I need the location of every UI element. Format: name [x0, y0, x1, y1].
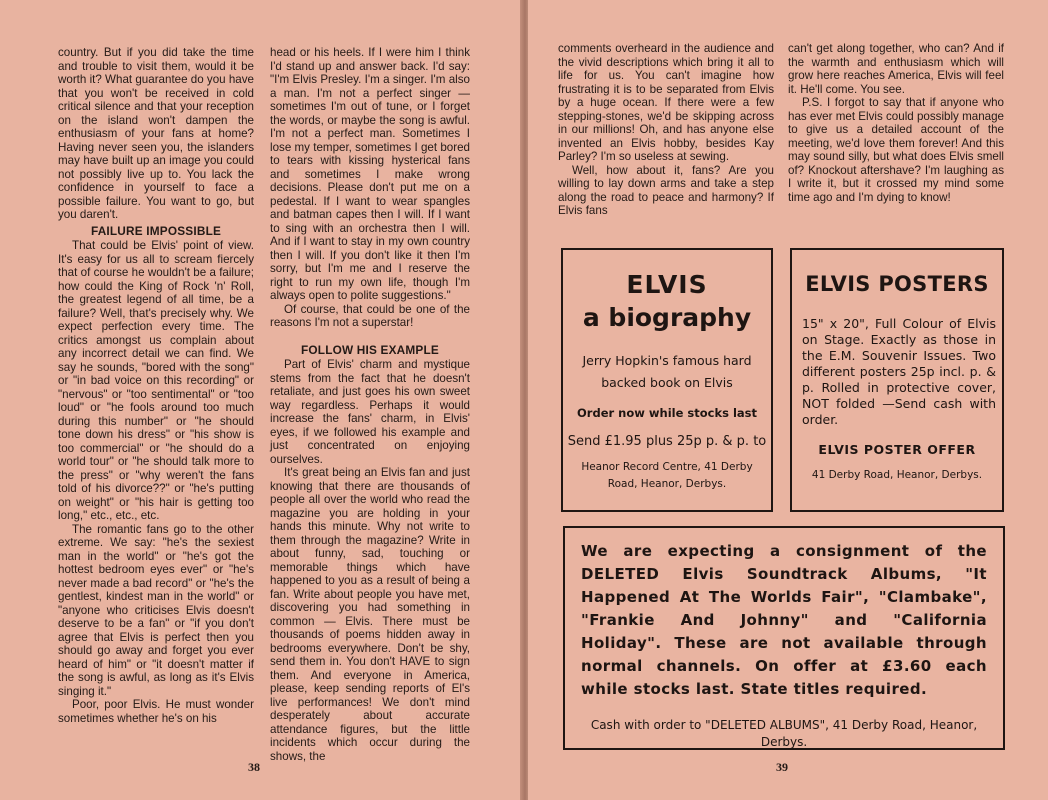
- ad-title: ELVIS POSTERS: [805, 272, 989, 296]
- page-number-right: 39: [776, 760, 788, 774]
- ad-address: 41 Derby Road, Heanor, Derbys.: [811, 469, 983, 481]
- right-column-2: [788, 42, 1004, 204]
- paragraph: Poor, poor Elvis. He must wonder sometimes whether he's on his: [58, 698, 254, 725]
- subheading-failure-impossible: FAILURE IMPOSSIBLE: [90, 223, 222, 238]
- ad-offer-line: ELVIS POSTER OFFER: [818, 442, 976, 457]
- paragraph: head or his heels. If I were him I think I'd stand up and answer back. I'd say: "I'm Elvis Presley. I'm a singer. I'm also a man. I'm not a perfect singer — sometimes I'm out of tune, or I forget the words, or maybe the song is awful. I'm not a perfect man. Sometimes I lose my temper, sometimes I get bored to tears with kissing hysterical fans and sometimes I make wrong decisions. Please don't put me on a pedestal. If I want to wear spangles and batman capes then I will. If I want to sing with an orchestra then I will. And if I want to stay in my own country then I will. If you don't like it then I'm sorry, but I'm me and I reserve the right to run my own life, though I'm always open to polite suggestions.": [270, 46, 470, 302]
- ad-order-line: Order now while stocks last: [577, 406, 757, 420]
- page-number-left: 38: [248, 760, 260, 774]
- ad-main-text: We are expecting a consignment of the DELETED Elvis Soundtrack Albums, "It Happened At The Worlds Fair", "Clambake", "Frankie And Johnny" and "California Holiday". These are not available through normal channels. On offer at £3.60 each while stocks last. State titles required.: [581, 542, 987, 698]
- paragraph: Of course, that could be one of the reasons I'm not a superstar!: [270, 302, 470, 329]
- left-column-2: [270, 46, 470, 763]
- ad-subtitle: a biography: [582, 303, 752, 332]
- ad-elvis-posters: [790, 248, 1004, 512]
- ad-description: Jerry Hopkin's famous hard backed book on Elvis: [582, 353, 752, 390]
- paragraph: can't get along together, who can? And if the warmth and enthusiasm which will grow here reaches America, Elvis will feel it. He'll come. You see.: [788, 42, 1004, 96]
- paragraph: Well, how about it, fans? Are you willing to lay down arms and take a step along the road to peace and harmony? If Elvis fans: [558, 163, 774, 217]
- right-column-1: [558, 42, 774, 218]
- left-page: [0, 0, 522, 800]
- ad-address: Heanor Record Centre, 41 Derby Road, Heanor, Derbys.: [581, 461, 753, 490]
- ad-description: 15" x 20", Full Colour of Elvis on Stage. Exactly as those in the E.M. Souvenir Issues. Two different posters 25p incl. p. & p. Rolled in protective cover, NOT folded —Send cash with order.: [802, 316, 996, 427]
- ad-title: ELVIS: [626, 270, 708, 299]
- paragraph: It's great being an Elvis fan and just knowing that there are thousands of people all over the world who read the magazine you are holding in your hands this minute. Why not write to them through the magazine? Write in about funny, sad, touching or memorable things which have happened to you as a result of being a fan. Write about people you have met, discovering you had something in common — Elvis. There must be thousands of poems hidden away in bedrooms everywhere. Don't be shy, send them in. You don't HAVE to sign them. And everyone in America, please, keep sending reports of El's live performances! We don't mind desperately about accurate attendance figures, but the little incidents which occur during the shows, the: [270, 466, 470, 763]
- paragraph: Part of Elvis' charm and mystique stems from the fact that he doesn't retaliate, and just goes his own sweet way regardless. Perhaps it would increase the fans' charm, in Elvis' eyes, if we followed his example and just concentrated on enjoying ourselves.: [270, 358, 470, 466]
- paragraph: The romantic fans go to the other extreme. We say: "he's the sexiest man in the world" or "he's got the hottest bedroom eyes ever" or "he's never made a bad record" or "he's the gentlest, kindest man in the world" or "anyone who criticises Elvis doesn't deserve to be a fan" or "if you don't agree that Elvis is perfect then you should go away and forget you ever heard of him" or "it doesn't matter if the song is awful, as long as it's Elvis singing it.": [58, 522, 254, 698]
- paragraph: country. But if you did take the time and trouble to visit them, would it be worth it? What guarantee do you have that you won't be received in cold critical silence and that your reception on the island won't dampen the enthusiasm of your fans at home? Having never seen you, the islanders may have built up an image you could not possibly live up to. You lack the confidence in yourself to face a possible failure. You want to go, but you daren't.: [58, 46, 254, 221]
- paragraph: P.S. I forgot to say that if anyone who has ever met Elvis could possibly manage to give us a detailed account of the meeting, we'd love them forever! And this may sound silly, but what does Elvis smell of? Knockout aftershave? I'm laughing as I write it, but it crossed my mind some time ago and I'm dying to know!: [788, 96, 1004, 204]
- ad-cash-order: Cash with order to "DELETED ALBUMS", 41 Derby Road, Heanor, Derbys.: [590, 718, 978, 749]
- ad-elvis-biography: [561, 248, 773, 512]
- subheading-follow-his-example: FOLLOW HIS EXAMPLE: [301, 342, 439, 357]
- ad-price-line: Send £1.95 plus 25p p. & p. to: [567, 434, 767, 449]
- paragraph: That could be Elvis' point of view. It's easy for us all to scream fiercely that of course he wouldn't be a failure; how could the King of Rock 'n' Roll, the greatest legend of all time, be a failure? Well, that's precisely why. We expect perfection every time. The critics amongst us complain about any incorrect detail we can find. We say he sounds, "bored with the song" or "in bad voice on this recording" or "nervous" or "too sentimental" or "too loud" or "he fools around too much during this number" or "he should tone down his dress" or "his show is too commercial" or "he should do a world tour" or "he should talk more to the press" or "why weren't the fans told of his divorce??" or "he's putting on weight" or "his hair is getting too long," etc., etc., etc.: [58, 239, 254, 522]
- ad-deleted-albums: [563, 526, 1005, 750]
- left-column-1: [58, 46, 254, 725]
- paragraph: comments overheard in the audience and the vivid descriptions which bring it all to life for us. You can't imagine how frustrating it is to be separated from Elvis by a huge ocean. If there were a few stepping-stones, we'd be skipping across in our millions! Oh, and has anyone else invented an Elvis hobby, besides Kay Parley? I'm so useless at sewing.: [558, 42, 774, 163]
